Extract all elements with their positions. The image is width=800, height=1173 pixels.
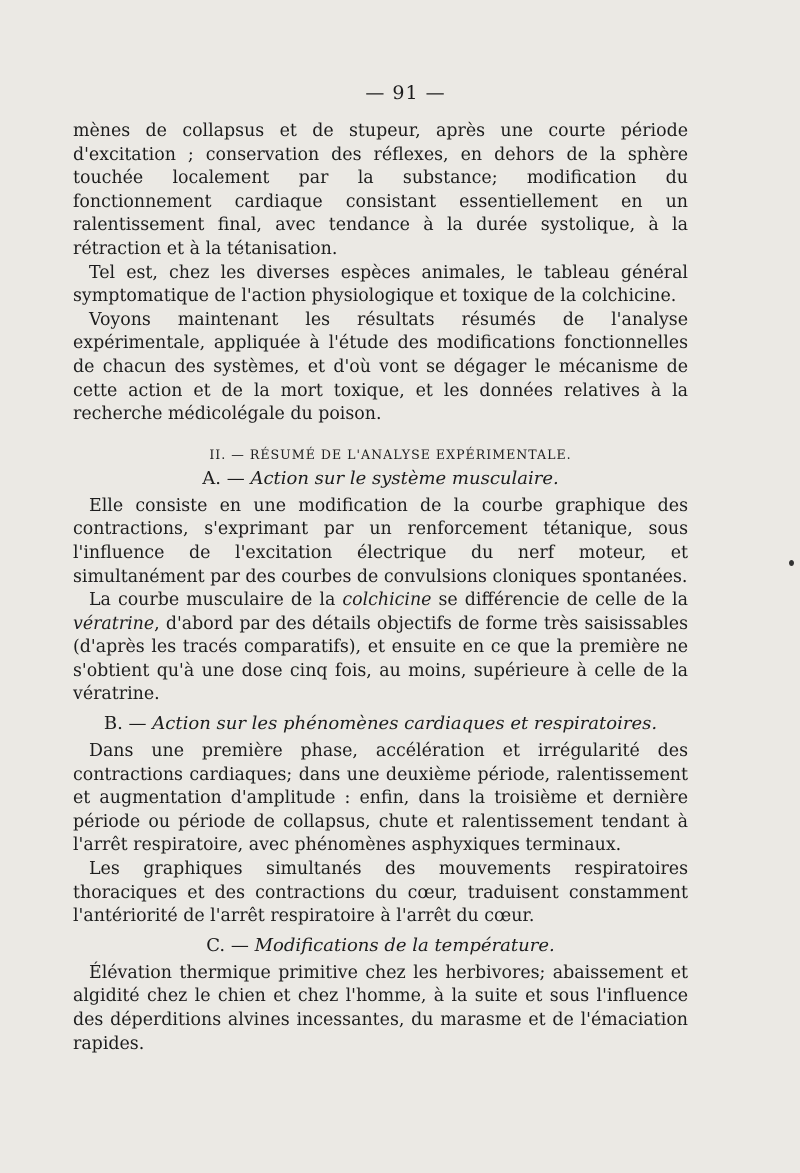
paragraph-a-2	[73, 589, 688, 707]
paragraph-a-2-veratrine: vératrine	[73, 613, 155, 634]
paragraph-a-1: Elle consiste en une modification de la courbe graphique des contractions, s'exprimant par un renforcement tétanique, sous l'influence de l'excitation électrique du nerf moteur, et simultanément par des courbes de convulsions cloniques spontanées.	[73, 495, 688, 587]
ink-speck	[789, 560, 794, 566]
page-number: — 91 —	[365, 82, 446, 104]
paragraph-a-2-end: , d'abord par des détails objectifs de forme très saisissables (d'après les tracés comparatifs), et ensuite en ce que la première ne s'obtient qu'à une dose cinq fois, au moins, supérieure à celle de la vératrine.	[73, 613, 688, 705]
paragraph-a-2-start: La courbe musculaire de la	[89, 590, 343, 611]
paragraph-intro-3: Voyons maintenant les résultats résumés de l'analyse expérimentale, appliquée à l'étude des modifications fonctionnelles de chacun des systèmes, et d'où vont se dégager le mécanisme de cette action et de la mort toxique, et les données relatives à la recherche médicolégale du poison.	[73, 309, 688, 425]
subsection-c-label: C. —	[206, 934, 249, 956]
subsection-a-title: Action sur le système musculaire.	[250, 467, 559, 489]
paragraph-intro-2: Tel est, chez les diverses espèces animales, le tableau général symptomatique de l'action physiologique et toxique de la colchicine.	[73, 262, 688, 307]
paragraph-c-1: Élévation thermique primitive chez les herbivores; abaissement et algidité chez le chien et chez l'homme, à la suite et sous l'influence des déperditions alvines incessantes, du marasme et de l'émaciation rapides.	[73, 962, 688, 1054]
section-heading: II. — RÉSUMÉ DE L'ANALYSE EXPÉRIMENTALE.	[209, 446, 572, 462]
paragraph-a-2-mid: se différencie de celle de la	[431, 590, 688, 611]
subsection-a-label: A. —	[202, 467, 245, 489]
paragraph-a-2-colchicine: colchicine	[342, 590, 432, 611]
subsection-c-title: Modifications de la température.	[254, 934, 555, 956]
subsection-b-heading	[73, 713, 688, 734]
subsection-c-heading	[73, 935, 688, 956]
subsection-a-heading	[73, 468, 688, 489]
subsection-b-title: Action sur les phénomènes cardiaques et respiratoires.	[152, 713, 658, 735]
subsection-b-label: B. —	[103, 713, 147, 735]
paragraph-b-1: Dans une première phase, accélération et irrégularité des contractions cardiaques; dans une deuxième période, ralentissement et augmentation d'amplitude : enfin, dans la troisième et dernière période ou période de collapsus, chute et ralentissement tendant à l'arrêt respiratoire, avec phénomènes asphyxiques terminaux.	[73, 741, 688, 856]
paragraph-b-2: Les graphiques simultanés des mouvements respiratoires thoraciques et des contractions du cœur, traduisent constamment l'antériorité de l'arrêt respiratoire à l'arrêt du cœur.	[73, 859, 688, 927]
paragraph-intro-1: mènes de collapsus et de stupeur, après une courte période d'excitation ; conservation des réflexes, en dehors de la sphère touchée localement par la substance; modification du fonctionnement cardiaque consistant essentiellement en un ralentissement final, avec tendance à la durée systolique, à la rétraction et à la tétanisation.	[73, 121, 688, 259]
